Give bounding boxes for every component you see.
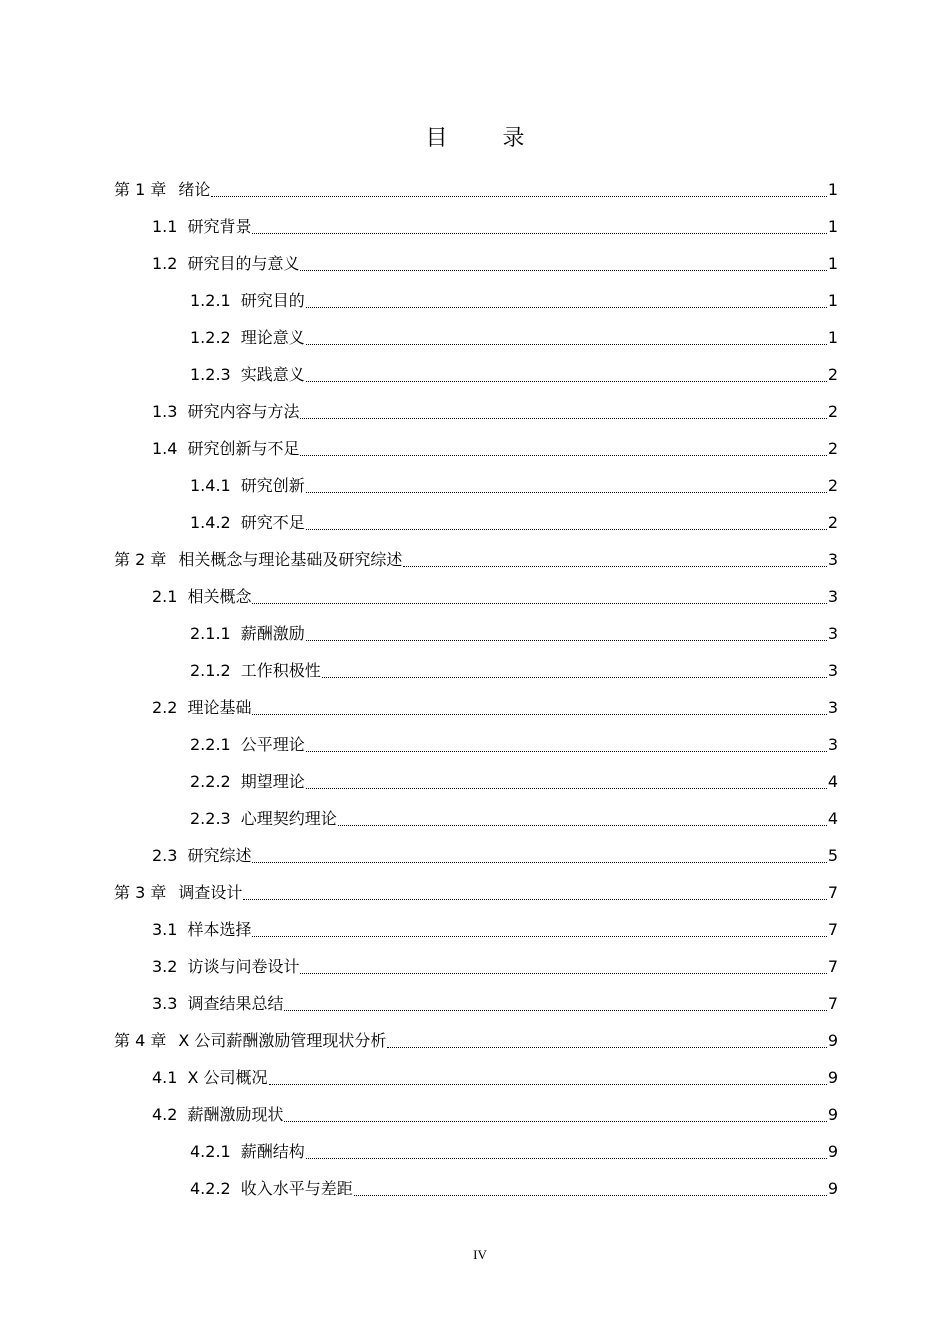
toc-entry-title: 研究综述	[187, 846, 252, 865]
toc-entry-title: 研究目的	[240, 291, 305, 310]
toc-entry-number: 2.2	[152, 698, 178, 717]
dot-leader	[403, 566, 826, 567]
dot-leader	[284, 1121, 826, 1122]
toc-entry[interactable]	[114, 763, 838, 800]
toc-entry-number: 1.2.1	[190, 291, 231, 310]
dot-leader	[269, 1084, 827, 1085]
toc-entry-number: 2.2.3	[190, 809, 231, 828]
toc-entry-page: 2	[827, 402, 838, 421]
dot-leader	[284, 1010, 826, 1011]
toc-entry-page: 2	[827, 439, 838, 458]
toc-entry-title: 心理契约理论	[240, 809, 337, 828]
dot-leader	[252, 714, 826, 715]
toc-entry-number: 4.2.1	[190, 1142, 231, 1161]
toc-entry-title: 研究不足	[240, 513, 305, 532]
dot-leader	[306, 344, 827, 345]
toc-entry-number: 2.3	[152, 846, 178, 865]
toc-entry[interactable]	[114, 1022, 838, 1059]
toc-entry-page: 9	[827, 1142, 838, 1161]
toc-entry-number: 1.4.2	[190, 513, 231, 532]
toc-entry-number: 1.4	[152, 439, 178, 458]
dot-leader	[300, 270, 826, 271]
toc-entry[interactable]	[114, 245, 838, 282]
toc-entry-number: 第 3 章	[114, 883, 167, 902]
toc-entry[interactable]	[114, 911, 838, 948]
toc-entry-number: 1.3	[152, 402, 178, 421]
dot-leader	[306, 788, 827, 789]
dot-leader	[300, 455, 826, 456]
dot-leader	[306, 1158, 827, 1159]
toc-entry[interactable]	[114, 319, 838, 356]
toc-entry[interactable]	[114, 393, 838, 430]
toc-entry-page: 1	[827, 180, 838, 199]
dot-leader	[252, 936, 826, 937]
toc-entry[interactable]	[114, 874, 838, 911]
dot-leader	[306, 307, 827, 308]
dot-leader	[252, 603, 826, 604]
toc-entry-title: 理论基础	[187, 698, 252, 717]
toc-entry-number: 2.1.2	[190, 661, 231, 680]
toc-entry-page: 9	[827, 1068, 838, 1087]
toc-entry-number: 2.2.1	[190, 735, 231, 754]
toc-entry[interactable]	[114, 282, 838, 319]
toc-entry-page: 9	[827, 1179, 838, 1198]
toc-entry-page: 1	[827, 328, 838, 347]
dot-leader	[243, 899, 826, 900]
dot-leader	[306, 529, 827, 530]
toc-entry-page: 9	[827, 1031, 838, 1050]
toc-entry-title: 绪论	[178, 180, 211, 199]
toc-entry-title: 收入水平与差距	[240, 1179, 353, 1198]
toc-entry-page: 7	[827, 883, 838, 902]
toc-entry-page: 3	[827, 661, 838, 680]
toc-entry-title: 理论意义	[240, 328, 305, 347]
toc-entry-page: 4	[827, 772, 838, 791]
toc-entry[interactable]	[114, 430, 838, 467]
dot-leader	[252, 233, 826, 234]
toc-entry[interactable]	[114, 1170, 838, 1207]
toc-entry-title: 研究内容与方法	[187, 402, 300, 421]
toc-entry[interactable]	[114, 578, 838, 615]
toc-entry-page: 2	[827, 513, 838, 532]
toc-entry-page: 1	[827, 217, 838, 236]
toc-entry-number: 2.2.2	[190, 772, 231, 791]
toc-entry-page: 3	[827, 624, 838, 643]
toc-entry-title: 研究目的与意义	[187, 254, 300, 273]
toc-entry[interactable]	[114, 689, 838, 726]
toc-entry[interactable]	[114, 1133, 838, 1170]
toc-entry[interactable]	[114, 541, 838, 578]
toc-entry-title: X 公司薪酬激励管理现状分析	[178, 1031, 387, 1050]
page-number-footer: IV	[473, 1247, 487, 1262]
toc-entry-page: 2	[827, 476, 838, 495]
toc-entry[interactable]	[114, 985, 838, 1022]
dot-leader	[322, 677, 827, 678]
toc-entry-title: 相关概念	[187, 587, 252, 606]
toc-entry-number: 第 4 章	[114, 1031, 167, 1050]
toc-entry-page: 7	[827, 957, 838, 976]
toc-entry-title: 调查设计	[178, 883, 243, 902]
toc-entry-title: 薪酬激励现状	[187, 1105, 284, 1124]
toc-entry-title: 期望理论	[240, 772, 305, 791]
toc-entry-number: 1.1	[152, 217, 178, 236]
toc-entry[interactable]	[114, 837, 838, 874]
toc-entry-number: 4.2.2	[190, 1179, 231, 1198]
dot-leader	[338, 825, 827, 826]
toc-entry-number: 2.1.1	[190, 624, 231, 643]
dot-leader	[387, 1047, 826, 1048]
toc-entry-number: 3.1	[152, 920, 178, 939]
toc-entry-title: 访谈与问卷设计	[187, 957, 300, 976]
toc-entry[interactable]	[114, 726, 838, 763]
toc-entry-page: 4	[827, 809, 838, 828]
dot-leader	[300, 418, 826, 419]
toc-entry-title: 工作积极性	[240, 661, 321, 680]
toc-entry-number: 4.1	[152, 1068, 178, 1087]
dot-leader	[306, 492, 827, 493]
dot-leader	[306, 381, 827, 382]
toc-entry-number: 3.2	[152, 957, 178, 976]
toc-entry[interactable]	[114, 615, 838, 652]
toc-entry[interactable]	[114, 208, 838, 245]
dot-leader	[211, 196, 826, 197]
dot-leader	[306, 640, 827, 641]
toc-entry-title: 研究创新	[240, 476, 305, 495]
toc-entry-number: 1.2	[152, 254, 178, 273]
toc-entry-number: 1.2.2	[190, 328, 231, 347]
toc-entry-page: 5	[827, 846, 838, 865]
toc-entry[interactable]	[114, 800, 838, 837]
toc-entry[interactable]	[114, 171, 838, 208]
table-of-contents	[114, 171, 838, 1207]
toc-entry-number: 1.4.1	[190, 476, 231, 495]
toc-entry-title: 公平理论	[240, 735, 305, 754]
toc-entry-title: 实践意义	[240, 365, 305, 384]
toc-entry-page: 7	[827, 920, 838, 939]
toc-entry-title: 研究创新与不足	[187, 439, 300, 458]
toc-entry-title: 样本选择	[187, 920, 252, 939]
toc-entry-title: 相关概念与理论基础及研究综述	[178, 550, 403, 569]
dot-leader	[354, 1195, 827, 1196]
toc-entry-title: 薪酬激励	[240, 624, 305, 643]
dot-leader	[252, 862, 826, 863]
dot-leader	[300, 973, 826, 974]
toc-entry-page: 1	[827, 254, 838, 273]
toc-entry[interactable]	[114, 467, 838, 504]
toc-entry-title: 调查结果总结	[187, 994, 284, 1013]
toc-title: 目 录	[425, 126, 549, 151]
toc-entry-title: 研究背景	[187, 217, 252, 236]
toc-entry-page: 1	[827, 291, 838, 310]
toc-entry-page: 3	[827, 698, 838, 717]
toc-entry-page: 9	[827, 1105, 838, 1124]
toc-entry-title: 薪酬结构	[240, 1142, 305, 1161]
toc-entry-page: 3	[827, 735, 838, 754]
toc-entry-number: 2.1	[152, 587, 178, 606]
toc-entry-number: 3.3	[152, 994, 178, 1013]
dot-leader	[306, 751, 827, 752]
toc-entry[interactable]	[114, 652, 838, 689]
toc-entry-page: 7	[827, 994, 838, 1013]
toc-entry-page: 3	[827, 550, 838, 569]
toc-entry[interactable]	[114, 1059, 838, 1096]
toc-entry[interactable]	[114, 948, 838, 985]
toc-entry-title: X 公司概况	[187, 1068, 268, 1087]
toc-entry-page: 3	[827, 587, 838, 606]
toc-entry-number: 4.2	[152, 1105, 178, 1124]
toc-entry[interactable]	[114, 1096, 838, 1133]
toc-entry-page: 2	[827, 365, 838, 384]
toc-entry-number: 第 2 章	[114, 550, 167, 569]
toc-entry[interactable]	[114, 356, 838, 393]
toc-entry[interactable]	[114, 504, 838, 541]
toc-entry-number: 第 1 章	[114, 180, 167, 199]
toc-entry-number: 1.2.3	[190, 365, 231, 384]
